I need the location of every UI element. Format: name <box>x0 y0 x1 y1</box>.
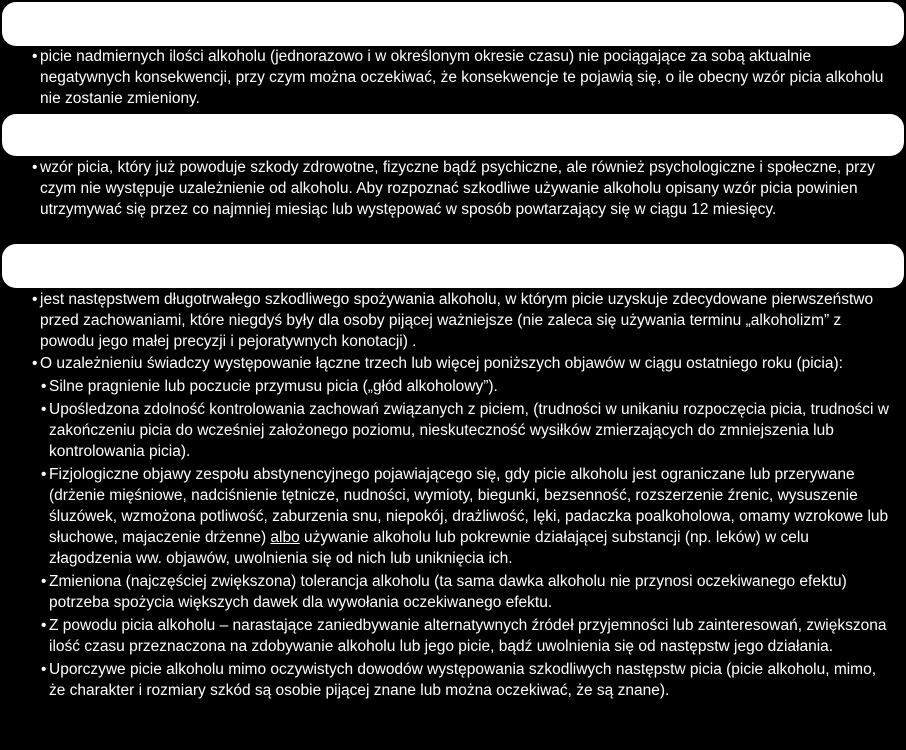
bullet-item: • jest następstwem długotrwałego szkodliwego spożywania alkoholu, w którym picie uzyskuje zdecydowane pierwszeństwo przed zachowaniami, które niegdyś były dla osoby pijącej ważniejsze (nie zaleca się używania terminu „alkoholizm” z powodu jego małej precyzji i pejoratywnych konotacji) . <box>40 289 894 352</box>
sub-bullet-item: • Upośledzona zdolność kontrolowania zachowań związanych z piciem, (trudności w unikaniu rozpoczęcia picia, trudności w zakończeniu picia do wcześniej założonego poziomu, nieskuteczność wysiłków zmierzających do zmniejszenia lub kontrolowania picia). <box>49 399 894 462</box>
bullet-item: • picie nadmiernych ilości alkoholu (jednorazowo i w określonym okresie czasu) nie pociągające za sobą aktualnie negatywnych konsekwencji, przy czym można oczekiwać, że konsekwencje te pojawią się, o ile obecny wzór picia alkoholu nie zostanie zmieniony. <box>40 46 894 109</box>
bullet-item: • O uzależnieniu świadczy występowanie łączne trzech lub więcej poniższych objawów w ciągu ostatniego roku (picia): <box>40 353 894 374</box>
sub-bullet-item: • Uporczywe picie alkoholu mimo oczywistych dowodów występowania szkodliwych następstw picia (picie alkoholu, mimo, że charakter i rozmiary szkód są osobie pijącej znane lub można oczekiwać, że są znane). <box>49 659 894 701</box>
section-header-bar-3 <box>2 244 904 288</box>
bullet-item: • wzór picia, który już powoduje szkody zdrowotne, fizyczne bądź psychiczne, ale również psychologiczne i społeczne, przy czym nie występuje uzależnienie od alkoholu. Aby rozpoznać szkodliwe używanie alkoholu opisany wzór picia powinien utrzymywać się przez co najmniej miesiąc lub występować w sposób powtarzający się w ciągu 12 miesięcy. <box>40 157 894 220</box>
sub-bullet-item: • Zmieniona (najczęściej zwiększona) tolerancja alkoholu (ta sama dawka alkoholu nie przynosi oczekiwanego efektu) potrzeba spożycia większych dawek dla wywołania oczekiwanego efektu. <box>49 571 894 613</box>
sub-bullet-text: Fizjologiczne objawy zespołu abstynencyjnego pojawiającego się, gdy picie alkoholu jest ograniczane lub przerywane (drżenie mięśniowe, nadciśnienie tętnicze, nudności, wymioty, biegunki, bezsenność, rozszerzenie źrenic, wysuszenie śluzówek, wzmożona potliwość, zaburzenia snu, niepokój, drażliwość, lęki, padaczka poalkoholowa, omamy wzrokowe lub słuchowe, majaczenie drżenne) <box>49 466 889 546</box>
sub-bullet-item <box>49 464 894 569</box>
section-harmful-use <box>0 157 906 220</box>
section-risky-drinking <box>0 46 906 109</box>
section-header-bar-2 <box>2 114 904 156</box>
section-dependence <box>0 289 906 701</box>
section-header-bar-1 <box>2 2 904 46</box>
sub-bullet-text: używanie alkoholu lub pokrewnie działającej substancji (np. leków) w celu złagodzenia ww. objawów, uwolnienia się od nich lub uniknięcia ich. <box>49 529 809 567</box>
underlined-word: albo <box>270 529 300 546</box>
sub-bullet-item: • Silne pragnienie lub poczucie przymusu picia („głód alkoholowy”). <box>49 376 894 397</box>
sub-bullet-item: • Z powodu picia alkoholu – narastające zaniedbywanie alternatywnych źródeł przyjemności lub zainteresowań, zwiększona ilość czasu przeznaczona na zdobywanie alkoholu lub jego picie, bądź uwolnienia się od następstw jego działania. <box>49 615 894 657</box>
